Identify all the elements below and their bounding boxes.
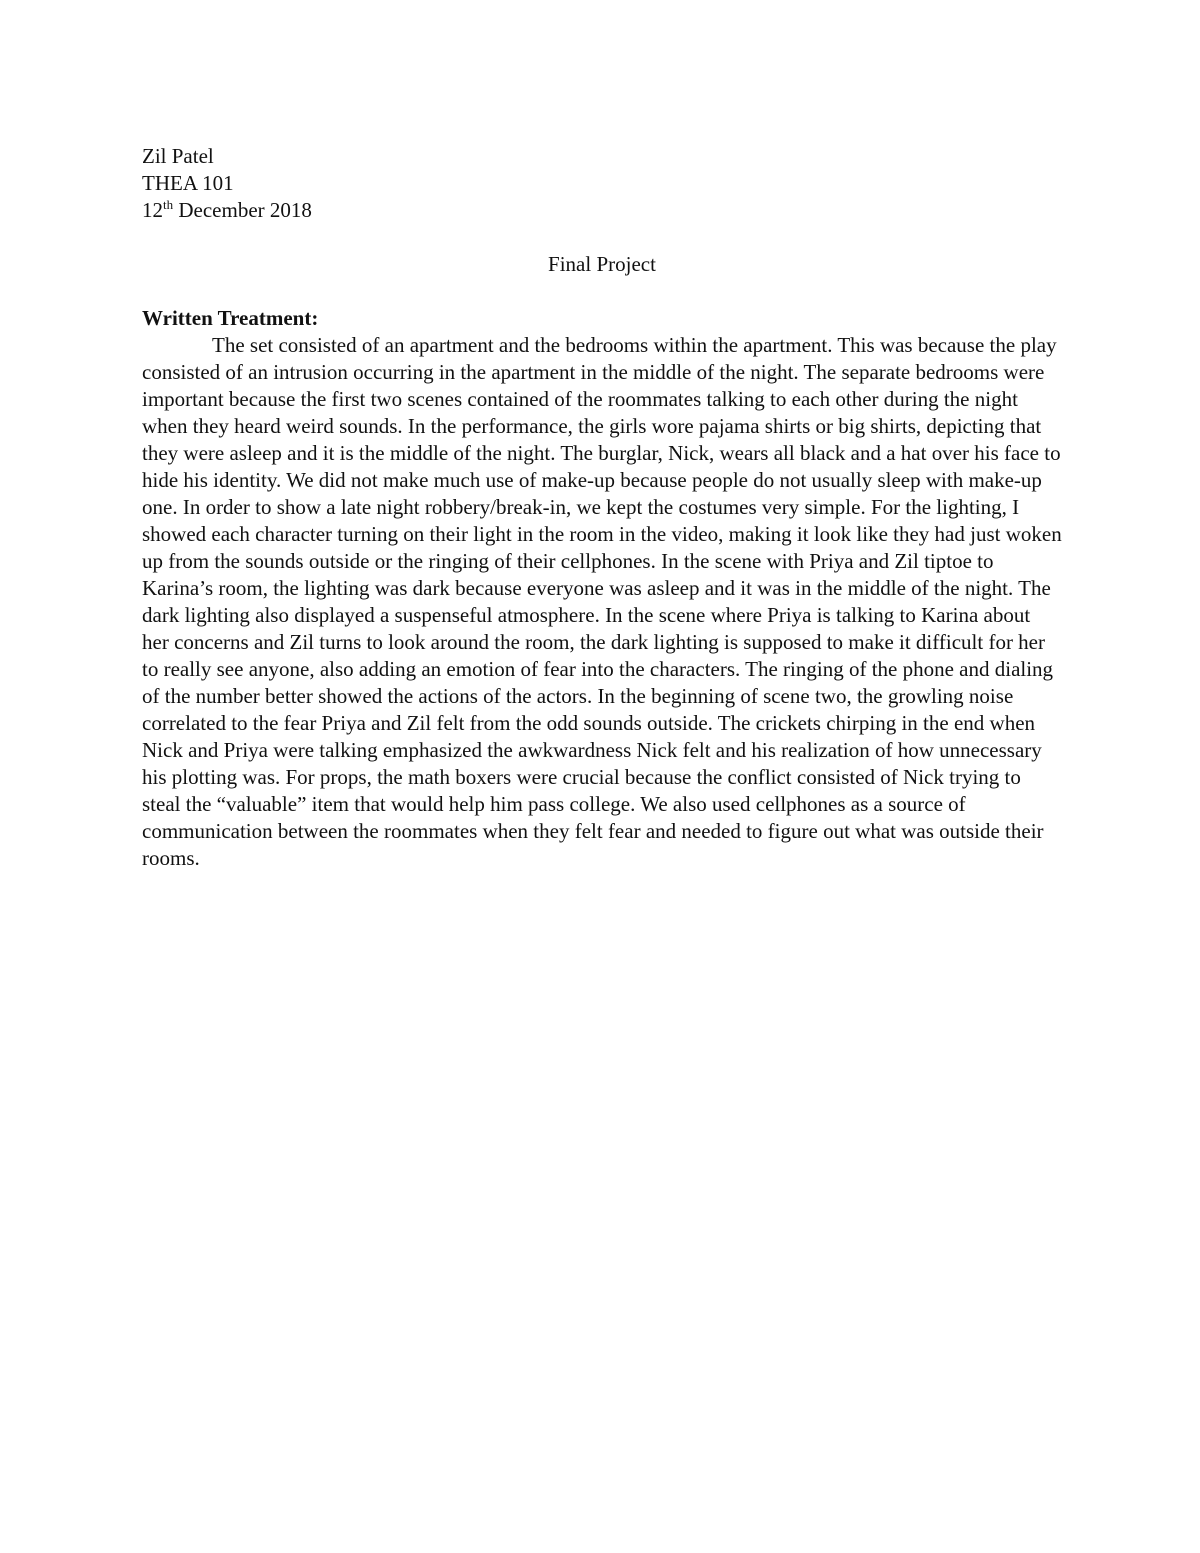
date-day: 12: [142, 198, 163, 222]
date-month-year: December 2018: [173, 198, 312, 222]
document-title: Final Project: [548, 252, 656, 276]
date-ordinal-suffix: th: [163, 197, 174, 212]
document-date: [142, 197, 1062, 224]
document-content: [142, 143, 1062, 872]
course-code: THEA 101: [142, 171, 234, 195]
body-paragraph: The set consisted of an apartment and the bedrooms within the apartment. This was because the play consisted of an intrusion occurring in the apartment in the middle of the night. The separate bedrooms were important because the first two scenes contained of the roommates talking to each other during the night when they heard weird sounds. In the performance, the girls wore pajama shirts or big shirts, depicting that they were asleep and it is the middle of the night. The burglar, Nick, wears all black and a hat over his face to hide his identity. We did not make much use of make-up because people do not usually sleep with make-up one. In order to show a late night robbery/break-in, we kept the costumes very simple. For the lighting, I showed each character turning on their light in the room in the video, making it look like they had just woken up from the sounds outside or the ringing of their cellphones. In the scene with Priya and Zil tiptoe to Karina’s room, the lighting was dark because everyone was asleep and it was in the middle of the night. The dark lighting also displayed a suspenseful atmosphere. In the scene where Priya is talking to Karina about her concerns and Zil turns to look around the room, the dark lighting is supposed to make it difficult for her to really see anyone, also adding an emotion of fear into the characters. The ringing of the phone and dialing of the number better showed the actions of the actors. In the beginning of scene two, the growling noise correlated to the fear Priya and Zil felt from the odd sounds outside. The crickets chirping in the end when Nick and Priya were talking emphasized the awkwardness Nick felt and his realization of how unnecessary his plotting was. For props, the math boxers were crucial because the conflict consisted of Nick trying to steal the “valuable” item that would help him pass college. We also used cellphones as a source of communication between the roommates when they felt fear and needed to figure out what was outside their rooms.: [142, 333, 1062, 870]
author-name: Zil Patel: [142, 144, 214, 168]
section-heading: Written Treatment:: [142, 306, 319, 330]
